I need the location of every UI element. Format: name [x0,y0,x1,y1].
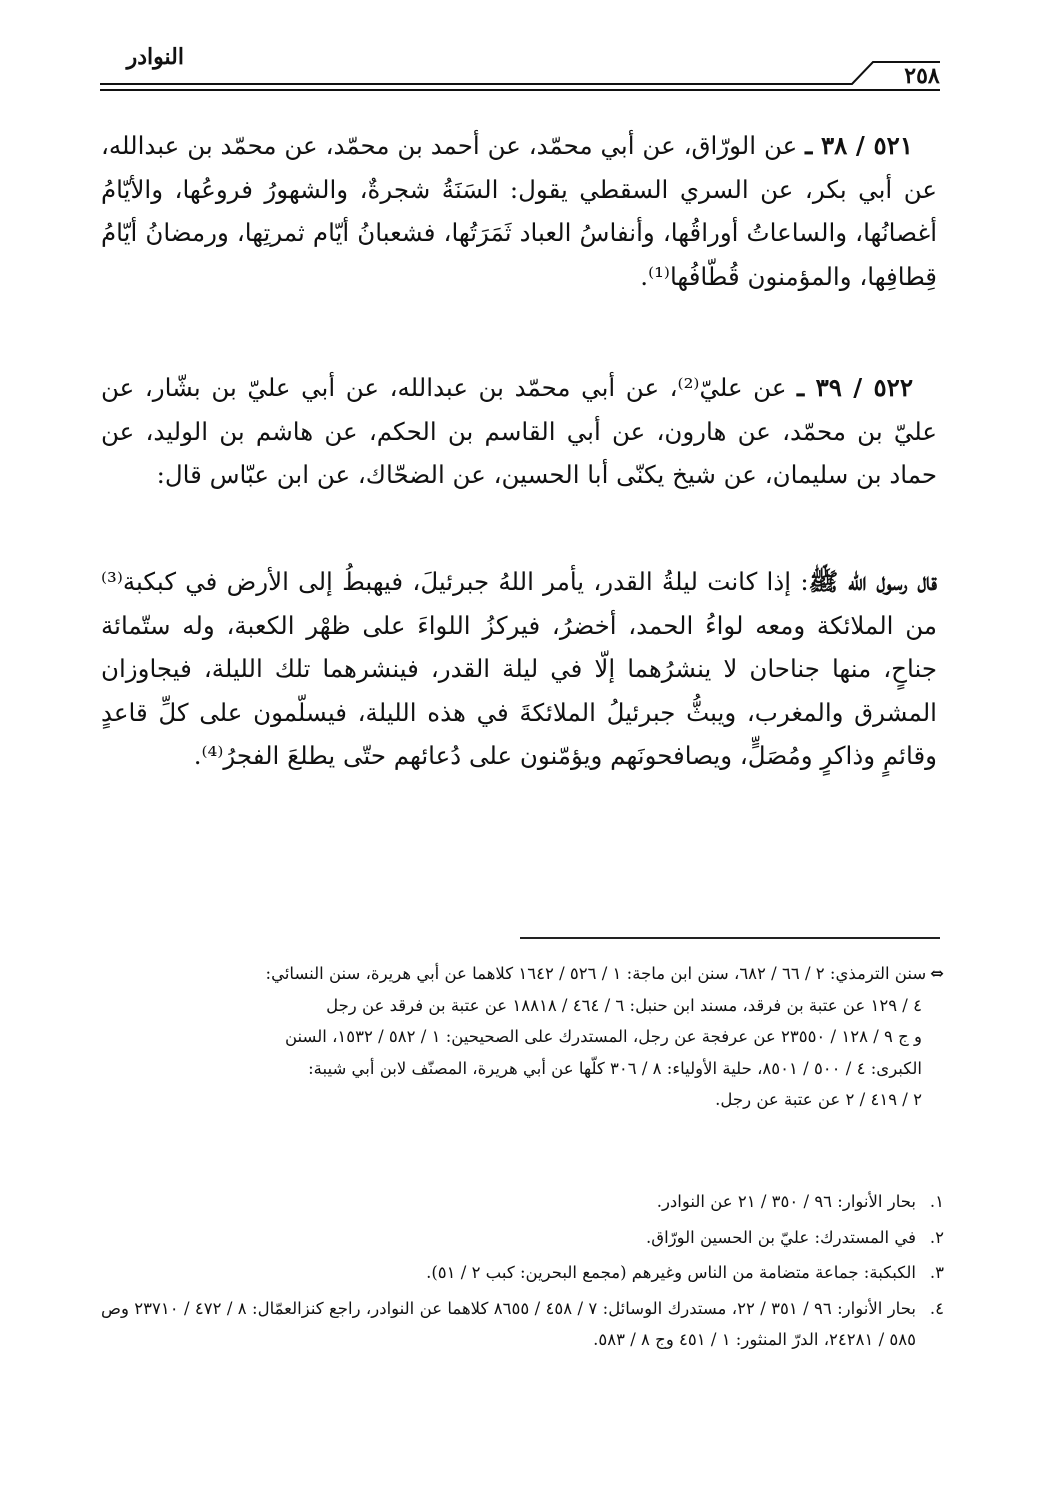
header-rule [0,56,1041,106]
footnote-sources [101,958,944,1116]
footnote-line: الكبرى: ٤ / ٥٠٠ / ٨٥٠١، حلية الأولياء: ٨ / ٣٠٦ كلّها عن أبي هريرة، المصنّف لابن أبي شيبة: [308,1058,922,1078]
hadith-text: : إذا كانت ليلةُ القدر، يأمر اللهُ جبرئيلَ، فيهبطُ إلى الأرض في كبكبة⁽³⁾ من الملائكة ومعه لواءُ الحمد، أخضرُ، فيركزُ اللواءَ على ظهْر الكعبة، وله ستّمائة جناحٍ، منها جناحان لا ينشرُهما إلّا في ليلة القدر، فينشرهما تلك الليلة، فيجاوزان المشرق والمغرب، ويبثُّ جبرئيلُ الملائكةَ في هذه الليلة، فيسلّمون على كلِّ قاعدٍ وقائمٍ وذاكرٍ ومُصَلٍّ، ويصافحونَهم ويؤمّنون على دُعائهم حتّى يطلعَ الفجرُ⁽⁴⁾. [101,567,937,770]
footnote-line: ٤ / ١٢٩ عن عتبة بن فرقد، مسند ابن حنبل: ٦ / ٤٦٤ / ١٨٨١٨ عن عتبة بن فرقد عن رجل [326,995,922,1015]
footnote-text: في المستدرك: عليّ بن الحسين الورّاق. [646,1227,916,1247]
hadith-text: عن عليّ⁽²⁾، عن أبي محمّد بن عبدالله، عن أبي عليّ بن بشّار، عن عليّ بن محمّد، عن هارون، عن أبي القاسم بن الحكم، عن هاشم بن الوليد، عن حماد بن سليمان، عن شيخ يكنّى أبا الحسين، عن الضحّاك، عن ابن عبّاس قال: [101,373,937,489]
footnote-line-text: سنن الترمذي: ٢ / ٦٦ / ٦٨٢، سنن ابن ماجة: ١ / ٥٢٦ / ١٦٤٢ كلاهما عن أبي هريرة، سنن النسائي: [265,964,927,983]
footnote-text: بحار الأنوار: ٩٦ / ٣٥١ / ٢٢، مستدرك الوسائل: ٧ / ٤٥٨ / ٨٦٥٥ كلاهما عن النوادر، راجع كنزالعمّال: ٨ / ٤٧٢ / ٢٣٧١٠ وص ٥٨٥ / ٢٤٢٨١، الدرّ المنثور: ١ / ٤٥١ وج ٨ / ٥٨٣. [101,1298,916,1349]
hadith-522 [101,366,937,497]
hadith-521 [101,124,937,298]
footnote-text: بحار الأنوار: ٩٦ / ٣٥٠ / ٢١ عن النوادر. [656,1192,916,1211]
footnote-item [101,1257,944,1289]
footnote-line [101,958,944,990]
footnote-text: الكبكبة: جماعة متضامة من الناس وغيرهم (مجمع البحرين: كبب ٢ / ٥١). [426,1263,916,1282]
speaker-label: قال رسول الله ﷺ [808,567,937,596]
footnote-separator [520,937,940,939]
hadith-522-continuation [101,560,937,778]
footnote-item [101,1293,944,1356]
double-arrow-icon: ⇔ [930,964,944,983]
footnote-sources-text [101,958,944,1116]
footnote-line: و ج ٩ / ١٢٨ / ٢٣٥٥٠ عن عرفجة عن رجل، المستدرك على الصحيحين: ١ / ٥٨٢ / ١٥٣٢، السنن [284,1027,922,1046]
running-title: النوادر [126,44,184,70]
footnote-number: ٣. [929,1263,944,1282]
hadith-number: ٥٢٢ / ٣٩ ـ [797,373,913,402]
hadith-number: ٥٢١ / ٣٨ ـ [805,131,913,160]
footnote-number: ١. [929,1192,944,1211]
footnote-number: ٢. [929,1227,944,1247]
footnote-item [101,1222,944,1254]
footnote-line: ٢ / ٤١٩ / ٢ عن عتبة عن رجل. [715,1090,922,1109]
footnote-number: ٤. [929,1298,944,1318]
page-number: ٢٥٨ [904,63,940,89]
header-rule-top-line [100,62,940,84]
hadith-text: عن الورّاق، عن أبي محمّد، عن أحمد بن محمّد، عن محمّد بن عبدالله، عن أبي بكر، عن السري السقطي يقول: السَنَةُ شجرةٌ، والشهورُ فروعُها، والأيّامُ أغصانُها، والساعاتُ أوراقُها، وأنفاسُ العباد ثَمَرَتُها، فشعبانُ أيّام ثمرتِها، ورمضانُ أيّامُ قِطافِها، والمؤمنون قُطّافُها⁽¹⁾. [101,131,937,291]
footnote-item [101,1186,944,1218]
footnote-list [101,1186,944,1360]
